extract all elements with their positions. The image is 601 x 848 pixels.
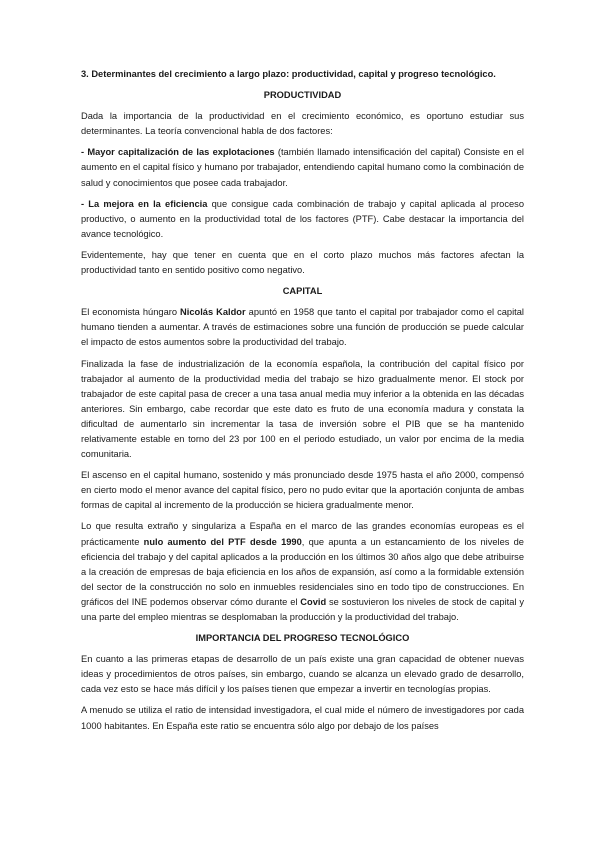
productividad-heading: PRODUCTIVIDAD [263,90,342,101]
progreso-heading: IMPORTANCIA DEL PROGRESO TECNOLÓGICO [195,633,410,644]
capital-heading: CAPITAL [282,286,323,297]
progreso-paragraph-1: En cuanto a las primeras etapas de desarrollo de un país existe una gran capacidad de obtener nuevas ideas y procedimientos de otros países, sin embargo, cuando se alcanza un elevado grado de desarrollo, cada vez esto se hace más difícil y los países tienen que empezar a invertir en tecnologías propias. [81,654,524,695]
capital-p4-b: , que apunta a un estancamiento de los niveles de eficiencia del trabajo y del capital aplicados a la producción en los últimos 30 años algo que debe atribuirse a la creación de empresas de baja eficiencia en los años de expansión, así como a la formidable extensión del sector de la construcción no solo en inmuebles residenciales sino en todo tipo de construcciones. En gráficos del INE podemos observar cómo durante el [81,536,524,607]
capital-p4-c: se sostuvieron los niveles de stock de capital y una parte del empleo mientras se desplomaban la producción y la productividad del trabajo. [81,596,524,622]
capital-paragraph-2: Finalizada la fase de industrialización de la economía española, la contribución del capital físico por trabajador al aumento de la productividad media del trabajo se hizo gradualmente menor. El stock por trabajador de este capital pasa de crecer a una tasa anual media muy inferior a la obtenida en las décadas anteriores. Sin embargo, cabe recordar que este dato es fruto de una economía madura y constata la dificultad de aumentarlo sin incrementar la tasa de inversión sobre el PIB que se ha mantenido relativamente estable en torno del 23 por 100 en el periodo estudiado, un valor por encima de la media comunitaria. [81,358,524,460]
item-1-text: (también llamado intensificación del capital) Consiste en el aumento en el capital físico y humano por trabajador, entendiendo capital humano como la combinación de salud y conocimientos que posee cada trabajador. [81,147,524,188]
capital-p4-a: Lo que resulta extraño y singulariza a España en el marco de las grandes economías europeas es el prácticamente [81,521,524,547]
item-2-text: que consigue cada combinación de trabajo y capital aplicada al proceso productivo, o aumento en la productividad total de los factores (PTF). Cabe destacar la importancia del avance tecnológico. [81,198,524,239]
covid-highlight: Covid [300,596,327,607]
productividad-closing: Evidentemente, hay que tener en cuenta que en el corto plazo muchos más factores afectan la productividad tanto en sentido positivo como negativo. [81,249,524,276]
section-title: 3. Determinantes del crecimiento a largo plazo: productividad, capital y progreso tecnológico. [81,69,496,79]
productividad-intro: Dada la importancia de la productividad en el crecimiento económico, es oportuno estudiar sus determinantes. La teoría convencional habla de dos factores: [81,111,524,137]
capital-paragraph-3: El ascenso en el capital humano, sostenido y más pronunciado desde 1975 hasta el año 2000, compensó en cierto modo el menor avance del capital físico, pero no pudo evitar que la aportación conjunta de ambas formas de capital al incremento de la producción se hiciera gradualmente menor. [81,470,524,511]
kaldor-name: Nicolás Kaldor [180,307,246,318]
document-body [81,67,524,740]
capital-p1-b: apuntó en 1958 que tanto el capital por trabajador como el capital humano tienden a aumentar. A través de estimaciones sobre una función de producción se puede calcular el impacto de estos aumentos sobre la productividad del trabajo. [81,307,524,348]
productividad-item-1 [81,145,524,190]
capital-paragraph-1 [81,305,524,350]
ptf-highlight: nulo aumento del PTF desde 1990 [143,536,302,547]
capital-paragraph-4 [81,519,524,625]
item-1-lead: - Mayor capitalización de las explotaciones [81,147,275,158]
item-2-lead: - La mejora en la eficiencia [81,198,208,209]
productividad-item-2 [81,197,524,242]
capital-p1-a: El economista húngaro [81,307,181,318]
progreso-paragraph-2: A menudo se utiliza el ratio de intensidad investigadora, el cual mide el número de investigadores por cada 1000 habitantes. En España este ratio se encuentra sólo algo por debajo de los países [81,705,524,731]
